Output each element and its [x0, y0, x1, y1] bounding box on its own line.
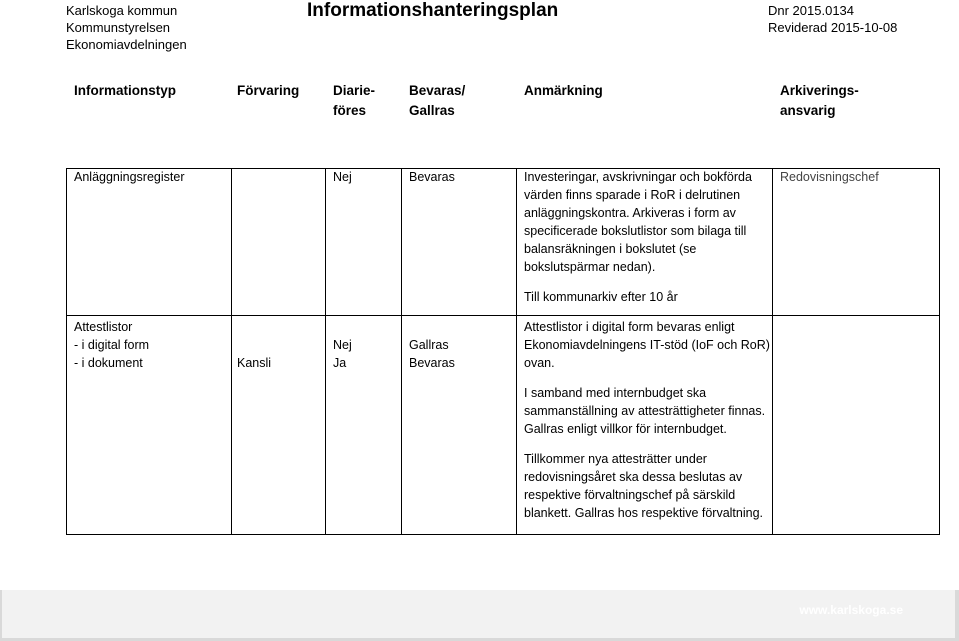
cell-keep — [409, 336, 455, 372]
keep-line: Gallras — [409, 338, 449, 352]
column-header-registered-2: föres — [333, 103, 367, 118]
footer-panel — [2, 590, 955, 638]
remark-line: blankett. Gallras hos respektive förvaltning. — [524, 506, 764, 520]
cell-remark-para-1 — [524, 318, 770, 372]
column-header-storage: Förvaring — [237, 83, 300, 98]
registered-line: Ja — [333, 356, 347, 370]
cell-infotype: Anläggningsregister — [74, 170, 185, 184]
remark-line: Gallras enligt villkor för internbudget. — [524, 422, 727, 436]
column-header-archive-1: Arkiverings- — [780, 83, 859, 98]
org-board: Kommunstyrelsen — [66, 20, 171, 35]
remark-line: Attestlistor i digital form bevaras enligt — [524, 320, 735, 334]
footer-website-link[interactable]: www.karlskoga.se — [799, 603, 903, 617]
remark-line: bokslutspärmar nedan). — [524, 260, 656, 274]
column-header-keep-2: Gallras — [409, 103, 455, 118]
remark-line: I samband med internbudget ska — [524, 386, 707, 400]
cell-infotype — [74, 318, 149, 372]
remark-line: Ekonomiavdelningens IT-stöd (IoF och RoR) — [524, 338, 770, 352]
remark-line: specificerade bokslutlistor som bilaga till — [524, 224, 747, 238]
cell-remark-extra: Till kommunarkiv efter 10 år — [524, 290, 678, 304]
remark-line: Investeringar, avskrivningar och bokförda — [524, 170, 752, 184]
column-divider — [231, 168, 232, 535]
keep-line: Bevaras — [409, 356, 455, 370]
document-number: Dnr 2015.0134 — [768, 3, 855, 18]
org-name: Karlskoga kommun — [66, 3, 178, 18]
org-department: Ekonomiavdelningen — [66, 37, 187, 52]
cell-archive: Redovisningschef — [780, 170, 879, 184]
remark-line: värden finns sparade i RoR i delrutinen — [524, 188, 741, 202]
footer-band — [0, 590, 959, 641]
table-bottom-border — [66, 534, 940, 535]
revision-date: Reviderad 2015-10-08 — [768, 20, 898, 35]
column-divider — [516, 168, 517, 535]
column-header-remark: Anmärkning — [524, 83, 603, 98]
cell-storage: Kansli — [237, 356, 272, 370]
cell-registered — [333, 336, 352, 372]
column-divider — [772, 168, 773, 535]
infotype-line: - i dokument — [74, 356, 143, 370]
cell-remark-para-3 — [524, 450, 763, 522]
cell-keep: Bevaras — [409, 170, 455, 184]
registered-line: Nej — [333, 338, 352, 352]
page-title: Informationshanteringsplan — [307, 0, 559, 21]
table-left-border — [66, 168, 67, 535]
cell-registered: Nej — [333, 170, 352, 184]
remark-line: ovan. — [524, 356, 555, 370]
remark-line: respektive förvaltningschef på särskild — [524, 488, 736, 502]
column-divider — [325, 168, 326, 535]
column-header-registered-1: Diarie- — [333, 83, 376, 98]
remark-line: balansräkningen i bokslutet (se — [524, 242, 697, 256]
column-header-archive-2: ansvarig — [780, 103, 836, 118]
remark-line: redovisningsåret ska dessa beslutas av — [524, 470, 743, 484]
cell-remark-para-2 — [524, 384, 765, 438]
table-right-border — [939, 168, 940, 535]
infotype-line: Attestlistor — [74, 320, 133, 334]
remark-line: sammanställning av attesträttigheter finnas. — [524, 404, 766, 418]
column-header-infotype: Informationstyp — [74, 83, 177, 98]
remark-line: Tillkommer nya attesträtter under — [524, 452, 707, 466]
row-divider — [66, 315, 940, 316]
remark-line: anläggningskontra. Arkiveras i form av — [524, 206, 736, 220]
cell-remark — [524, 168, 752, 276]
column-header-keep-1: Bevaras/ — [409, 83, 466, 98]
column-divider — [401, 168, 402, 535]
infotype-line: - i digital form — [74, 338, 150, 352]
